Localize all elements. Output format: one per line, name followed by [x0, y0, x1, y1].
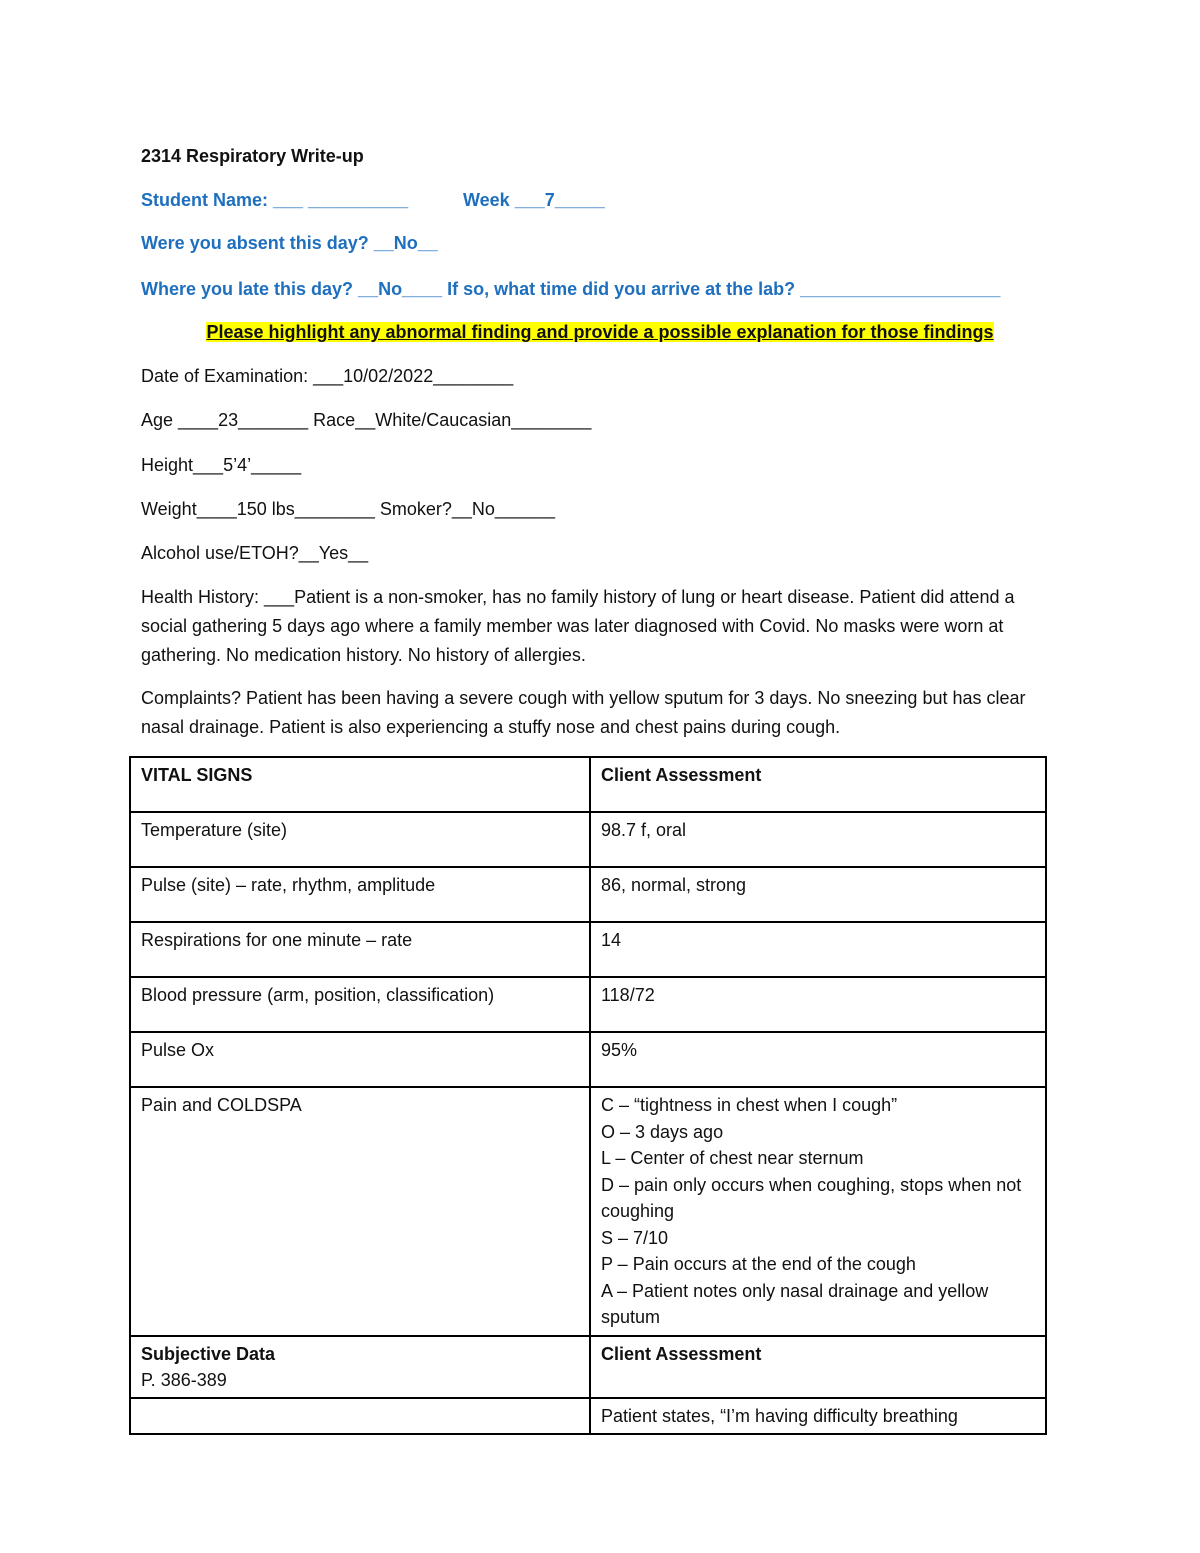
pain-coldspa-label: Pain and COLDSPA: [130, 1087, 590, 1336]
subjective-page-ref: P. 386-389: [141, 1369, 227, 1390]
table-row: [130, 977, 1046, 1032]
coldspa-item: S – 7/10: [601, 1227, 669, 1248]
page-title: 2314 Respiratory Write-up: [141, 146, 364, 166]
exam-date-field: Date of Examination: ___10/02/2022________: [141, 366, 514, 386]
health-history: Health History: ___Patient is a non-smoker, has no family history of lung or heart disease. Patient did attend a social gathering 5 days ago where a family member was later diagnosed with Covid. No masks were worn at gathering. No medication history. No history of allergies.: [141, 587, 1015, 665]
late-field: Where you late this day? __No____ If so, what time did you arrive at the lab? ____________________: [141, 279, 1001, 299]
row-value: 14: [590, 922, 1046, 977]
subjective-header-row: [130, 1336, 1046, 1398]
coldspa-row: [130, 1087, 1046, 1336]
table-row: [130, 812, 1046, 867]
alcohol-field: Alcohol use/ETOH?__Yes__: [141, 543, 369, 563]
week-field: Week ___7_____: [463, 190, 605, 210]
subjective-data-label: Subjective Data: [141, 1343, 276, 1364]
coldspa-item: C – “tightness in chest when I cough”: [601, 1095, 898, 1115]
row-label: Respirations for one minute – rate: [130, 922, 590, 977]
coldspa-item: P – Pain occurs at the end of the cough: [601, 1254, 916, 1274]
instruction-row: [0, 322, 1200, 343]
absent-field: Were you absent this day? __No__: [141, 233, 438, 253]
coldspa-item: O – 3 days ago: [601, 1121, 724, 1142]
row-value: 98.7 f, oral: [590, 812, 1046, 867]
subjective-label-cell: [130, 1336, 590, 1398]
empty-cell: [130, 1398, 590, 1434]
vital-signs-table: [129, 756, 1047, 1435]
coldspa-item: L – Center of chest near sternum: [601, 1148, 864, 1168]
patient-statement: Patient states, “I’m having difficulty breathing: [590, 1398, 1046, 1434]
weight-smoker-field: Weight____150 lbs________ Smoker?__No______: [141, 499, 555, 519]
header-client-assessment: Client Assessment: [590, 757, 1046, 812]
row-label: Blood pressure (arm, position, classification): [130, 977, 590, 1032]
row-value: 95%: [590, 1032, 1046, 1087]
row-value: 118/72: [590, 977, 1046, 1032]
subjective-assessment-label: Client Assessment: [590, 1336, 1046, 1398]
row-label: Pulse (site) – rate, rhythm, amplitude: [130, 867, 590, 922]
coldspa-item: A – Patient notes only nasal drainage and yellow sputum: [601, 1280, 989, 1327]
row-label: Pulse Ox: [130, 1032, 590, 1087]
row-label: Temperature (site): [130, 812, 590, 867]
highlighted-instruction: Please highlight any abnormal finding and provide a possible explanation for those findings: [206, 322, 994, 342]
table-row: [130, 922, 1046, 977]
coldspa-item: D – pain only occurs when coughing, stops when not coughing: [601, 1174, 1022, 1221]
table-header-row: [130, 757, 1046, 812]
header-vital-signs: VITAL SIGNS: [130, 757, 590, 812]
table-row: [130, 1032, 1046, 1087]
coldspa-list: [590, 1087, 1046, 1336]
height-field: Height___5’4’_____: [141, 455, 302, 475]
age-race-field: Age ____23_______ Race__White/Caucasian________: [141, 410, 592, 430]
table-row: [130, 867, 1046, 922]
row-value: 86, normal, strong: [590, 867, 1046, 922]
complaints: Complaints? Patient has been having a severe cough with yellow sputum for 3 days. No sneezing but has clear nasal drainage. Patient is also experiencing a stuffy nose and chest pains during cough.: [141, 688, 1026, 737]
student-name-field: Student Name: ___ __________: [141, 190, 409, 210]
table-row: [130, 1398, 1046, 1434]
